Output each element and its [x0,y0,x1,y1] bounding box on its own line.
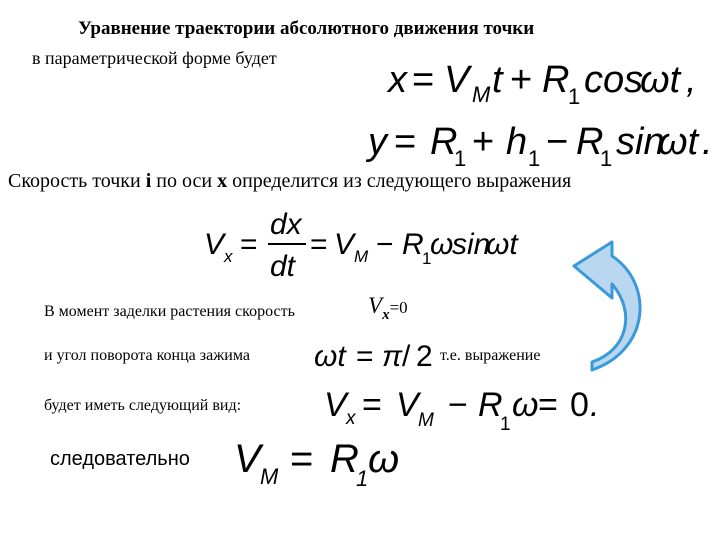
subscript-m: M [354,247,369,266]
plus-sign: + [510,59,533,101]
v-var: V [444,59,470,101]
subscript-one: 1 [356,466,369,491]
subscript-one: 1 [454,146,467,171]
subscript-one: 1 [500,414,511,435]
division-slash: / [402,340,411,373]
v-var: V [368,293,383,318]
equals-sign: = [538,386,558,424]
velocity-intro-part1: Скорость точки [8,170,146,192]
point-label: i [145,170,152,192]
equals-sign: = [290,437,314,481]
number-zero: 0 [570,386,589,424]
subscript-one: 1 [600,146,613,171]
subscript-one: 1 [568,84,581,109]
consequently-text: следовательно [50,448,190,470]
sin-func: sin [616,121,665,163]
equals-sign: = [362,386,382,424]
r-var: R [430,121,458,163]
velocity-equation [204,208,534,286]
equals-sign: = [394,121,417,163]
r-var: R [402,228,424,261]
omega-t: ωt [640,59,681,101]
fraction-numerator: dx [270,208,302,241]
period: . [590,386,600,424]
v-var: V [334,228,355,261]
subscript-one: 1 [422,249,432,268]
period: . [702,121,713,163]
r-var: R [542,59,570,101]
equals-sign: = [356,340,374,373]
subscript-x: x [224,247,233,266]
axis-label: x [217,170,228,192]
minus-sign: − [376,228,394,261]
subscript-m: M [472,82,491,107]
v-var: V [234,437,261,481]
t-var: t [492,59,503,101]
equals-zero: =0 [389,298,408,317]
omega: ω [430,228,454,261]
comma: , [686,59,697,101]
plus-sign: + [472,121,495,163]
y-trajectory-equation [368,118,718,178]
result-equation [234,436,414,490]
will-be-text: будет иметь следующий вид: [44,397,242,414]
velocity-intro-part3: определится из следующего выражения [227,170,572,192]
fraction-denominator: dt [270,250,296,283]
x-var: x [388,59,407,101]
sin-func: sin [452,228,491,261]
omega-t: ωt [658,121,699,163]
x-trajectory-equation [388,54,708,114]
cos-func: cos [584,59,644,101]
v-var: V [204,228,225,261]
omega-t: ωt [314,340,346,373]
moment-text: В момент заделки растения скорость [44,303,295,320]
v-var: V [324,386,347,424]
zero-velocity-equation [324,384,614,434]
r-var: R [330,437,359,481]
angle-text: и угол поворота конца зажима [44,347,250,364]
number-two: 2 [416,340,433,373]
y-var: y [368,121,387,163]
velocity-intro-part2: по оси [151,170,218,192]
equals-sign: = [412,59,435,101]
omega: ω [512,386,539,424]
pi-symbol: π [382,340,403,373]
equals-sign: = [310,228,328,261]
subscript-m: M [260,464,279,489]
omega-t: ωt [486,228,518,261]
subscript-x: x [346,408,356,429]
velocity-intro [8,170,571,193]
omega: ω [368,437,400,481]
r-var: R [576,121,604,163]
equals-sign: = [240,228,258,261]
curved-return-arrow-icon [570,242,650,370]
angle-equation [314,338,438,378]
velocity-zero-condition [368,293,408,324]
angle-tail-text: т.е. выражение [440,347,541,364]
minus-sign: − [448,386,468,424]
minus-sign: − [546,121,569,163]
subscript-one: 1 [528,146,541,171]
subscript-x: x [382,307,390,323]
r-var: R [478,386,503,424]
h-var: h [506,121,528,163]
subscript-m: M [418,410,434,431]
slide-subtitle: в параметрической форме будет [32,48,277,68]
slide-title: Уравнение траектории абсолютного движения точки [78,18,535,39]
v-var: V [396,386,419,424]
